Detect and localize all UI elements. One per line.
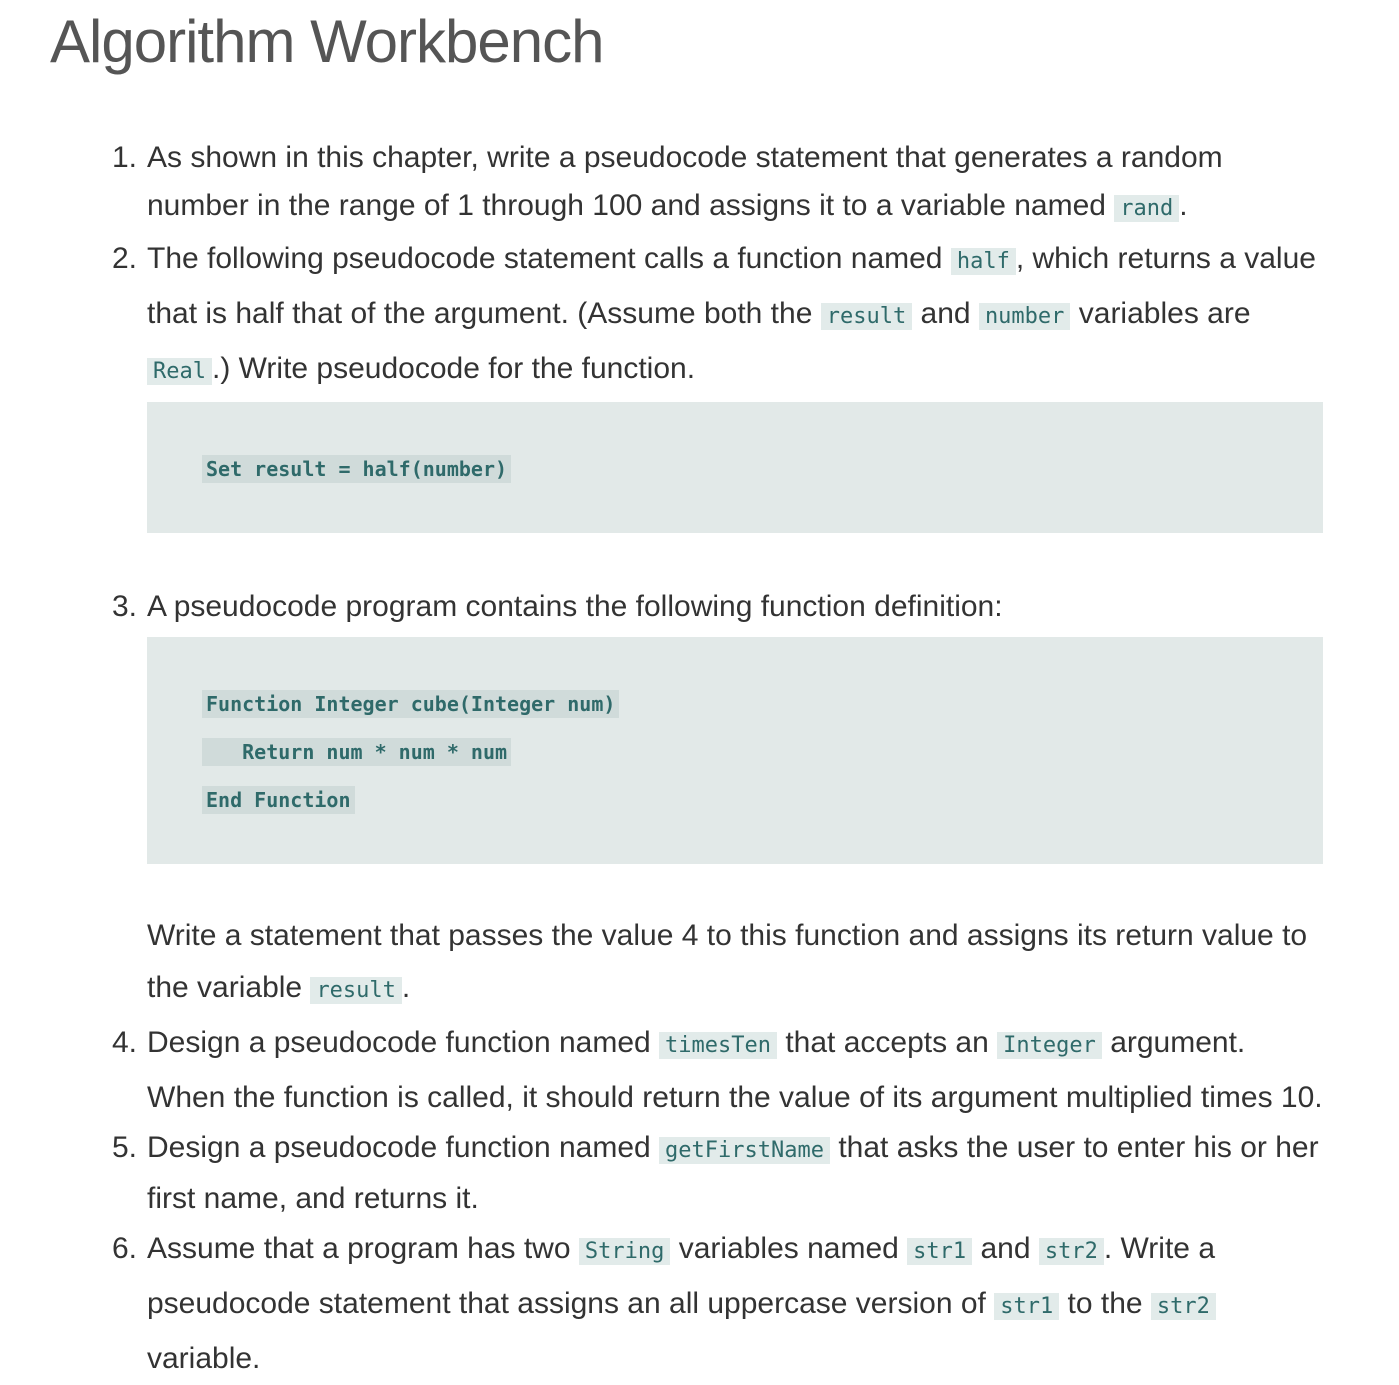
inline-code: str2 [1039,1238,1104,1265]
inline-code: str1 [994,1293,1059,1320]
item-text: Assume that a program has two String variables named str1 and str2 . Write a pseudocode statement that assigns an all uppercase version of str1 to the str2 variable. [147,1232,1215,1375]
item-text: The following pseudocode statement calls a function named half , which returns a value that is half that of the argument. (Assume both the result and number variables are Real .) Write pseudocode for the function. [147,242,1316,385]
exercise-list [111,134,1327,1385]
inline-code: rand [1114,195,1179,222]
code-block [147,637,1323,864]
item-number: 6. [111,1232,137,1265]
item-text: Design a pseudocode function named timesTen that accepts an Integer argument. When the function is called, it should return the value of its argument multiplied times 10. [147,1026,1323,1114]
item-text: As shown in this chapter, write a pseudocode statement that generates a random number in the range of 1 through 100 and assigns it to a variable named rand . [147,141,1223,222]
inline-code: Real [147,358,212,385]
code-line: End Function [202,776,1323,824]
list-item [111,1017,1327,1124]
inline-code: half [951,248,1016,275]
item-number: 2. [111,242,137,275]
code-block [147,402,1323,533]
inline-code: Integer [997,1032,1102,1059]
list-item [111,1124,1327,1223]
item-text: A pseudocode program contains the following function definition: [147,590,1003,623]
inline-code: result [821,303,912,330]
item-text: Design a pseudocode function named getFirstName that asks the user to enter his or her first name, and returns it. [147,1131,1319,1215]
item-followup-text: Write a statement that passes the value 4 to this function and assigns its return value to the variable result . [147,919,1308,1004]
item-number: 3. [111,590,137,623]
item-number: 4. [111,1026,137,1059]
code-line: Return num * num * num [202,728,1323,776]
inline-code: str1 [907,1238,972,1265]
page-title: Algorithm Workbench [50,8,604,75]
code-line: Set result = half(number) [202,445,1323,493]
inline-code: getFirstName [659,1137,830,1164]
inline-code: String [579,1238,670,1265]
item-number: 5. [111,1131,137,1164]
code-line: Function Integer cube(Integer num) [202,680,1323,728]
list-item [111,1223,1327,1385]
inline-code: str2 [1151,1293,1216,1320]
inline-code: number [979,303,1070,330]
inline-code: result [310,977,401,1004]
list-item [111,233,1327,533]
inline-code: timesTen [659,1032,777,1059]
item-number: 1. [111,141,137,174]
list-item [111,134,1327,233]
list-item [111,581,1327,1017]
